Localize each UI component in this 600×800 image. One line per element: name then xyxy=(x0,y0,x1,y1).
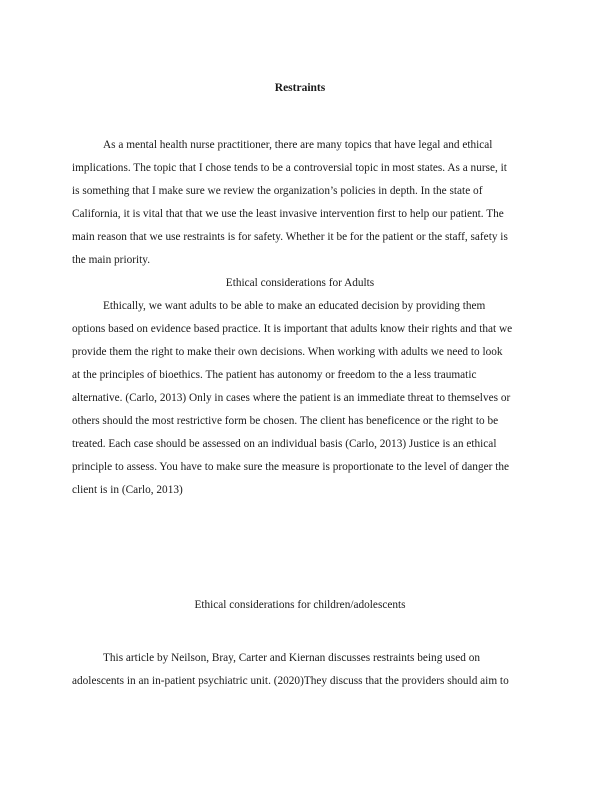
text-line: the main priority. xyxy=(72,254,151,266)
text-line: This article by Neilson, Bray, Carter and Kiernan discusses restraints being used on xyxy=(103,652,480,664)
text-line: principle to assess. You have to make sure the measure is proportionate to the level of danger the xyxy=(72,461,510,473)
text-line: alternative. (Carlo, 2013) Only in cases where the patient is an immediate threat to themselves or xyxy=(72,392,511,404)
text-line: options based on evidence based practice. It is important that adults know their rights and that we xyxy=(72,323,513,335)
text-line: at the principles of bioethics. The patient has autonomy or freedom to the a less traumatic xyxy=(72,369,477,381)
document-title: Restraints xyxy=(274,82,326,94)
text-line: implications. The topic that I chose tends to be a controversial topic in most states. As a nurse, it xyxy=(72,162,507,174)
text-line: is something that I make sure we review the organization’s policies in depth. In the state of xyxy=(72,185,483,197)
text-line: adolescents in an in-patient psychiatric unit. (2020)They discuss that the providers should aim to xyxy=(72,675,509,687)
text-line: provide them the right to make their own decisions. When working with adults we need to look xyxy=(72,346,503,358)
section-heading-children: Ethical considerations for children/adolescents xyxy=(194,599,406,611)
text-line: main reason that we use restraints is for safety. Whether it be for the patient or the staff, safety is xyxy=(72,231,508,243)
text-line: others should the most restrictive form be chosen. The client has beneficence or the right to be xyxy=(72,415,499,427)
text-line: As a mental health nurse practitioner, there are many topics that have legal and ethical xyxy=(103,139,493,151)
text-line: Ethically, we want adults to be able to make an educated decision by providing them xyxy=(103,300,486,312)
text-line: treated. Each case should be assessed on an individual basis (Carlo, 2013) Justice is an ethical xyxy=(72,438,497,450)
text-line: California, it is vital that that we use the least invasive intervention first to help our patient. The xyxy=(72,208,504,220)
section-heading-adults: Ethical considerations for Adults xyxy=(225,277,375,289)
text-line: client is in (Carlo, 2013) xyxy=(72,484,183,496)
